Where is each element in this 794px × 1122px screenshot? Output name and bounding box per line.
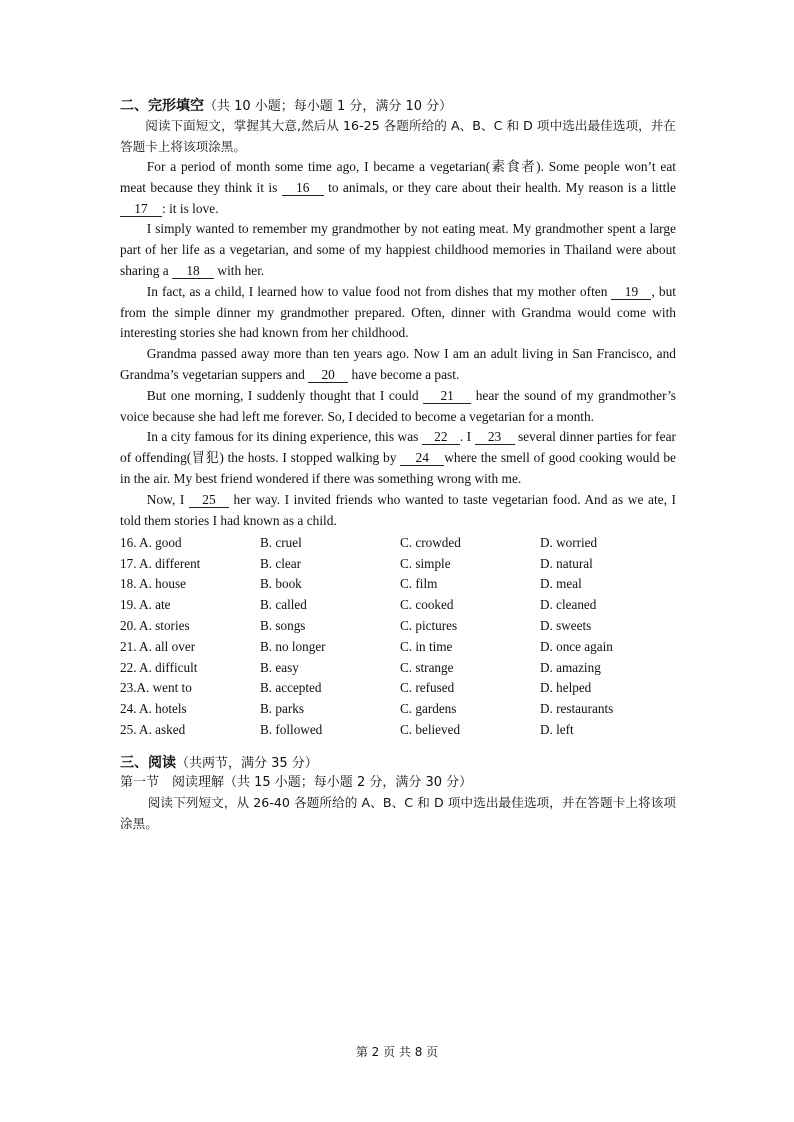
option-cell: D. meal	[540, 576, 582, 592]
section-3-part-1-heading: 第一节 阅读理解（共 15 小题；每小题 2 分，满分 30 分）	[120, 775, 473, 791]
blank-21: 21	[423, 388, 471, 404]
option-cell: B. called	[260, 597, 307, 613]
option-row-21	[120, 636, 676, 657]
option-cell: D. cleaned	[540, 597, 597, 613]
section-3-note: （共两节，满分 35 分）	[176, 756, 318, 772]
option-row-22	[120, 657, 676, 678]
option-cell: D. sweets	[540, 617, 592, 633]
option-cell: 21. A. all over	[120, 638, 196, 654]
section-2-heading	[120, 96, 676, 116]
option-cell: C. simple	[400, 555, 451, 571]
blank-22: 22	[422, 429, 460, 445]
option-cell: 18. A. house	[120, 576, 186, 592]
option-cell: 19. A. ate	[120, 597, 171, 613]
blank-16: 16	[282, 180, 324, 196]
passage-paragraph-2: I simply wanted to remember my grandmother by not eating meat. My grandmother spent a large part of her life as a vegetarian, and some of my happiest childhood memories in Thailand were about sharing a 18 with her.	[120, 221, 676, 278]
blank-20: 20	[308, 367, 348, 383]
option-cell: D. natural	[540, 555, 593, 571]
option-cell: C. crowded	[400, 534, 461, 550]
option-row-20	[120, 616, 676, 637]
option-cell: B. followed	[260, 721, 323, 737]
option-cell: 23.A. went to	[120, 680, 192, 696]
section-2-note: （共 10 小题；每小题 1 分，满分 10 分）	[204, 99, 453, 114]
option-cell: C. in time	[400, 638, 453, 654]
option-cell: C. gardens	[400, 701, 457, 717]
option-cell: C. strange	[400, 659, 454, 675]
page-number-footer: 第 2 页 共 8 页	[355, 1045, 439, 1059]
blank-19: 19	[611, 284, 651, 300]
blank-18: 18	[172, 263, 214, 279]
passage-paragraph-7: Now, I 25 her way. I invited friends who wanted to taste vegetarian food. And as we ate, I told them stories I had known as a child.	[120, 491, 677, 528]
option-cell: 24. A. hotels	[120, 701, 187, 717]
option-cell: 20. A. stories	[120, 617, 190, 633]
option-cell: D. left	[540, 721, 574, 737]
section-3-title: 三、阅读	[120, 755, 176, 772]
option-cell: C. pictures	[400, 617, 458, 633]
option-row-17	[120, 553, 676, 574]
option-cell: D. amazing	[540, 659, 601, 675]
option-cell: B. parks	[260, 701, 304, 717]
option-row-25	[120, 720, 676, 741]
option-cell: D. restaurants	[540, 701, 614, 717]
section-2-instruction: 阅读下面短文，掌握其大意,然后从 16-25 各题所给的 A、B、C 和 D 项中选出最佳选项，并在答题卡上将该项涂黑。	[120, 118, 676, 154]
passage-paragraph-1: For a period of month some time ago, I became a vegetarian(素食者). Some people won’t eat meat because they think it is 16 to animals, or they care about their health. My reason is a little 17 : it is love.	[120, 159, 677, 216]
blank-17: 17	[120, 201, 162, 217]
option-row-19	[120, 595, 676, 616]
option-cell: B. songs	[260, 617, 306, 633]
option-cell: B. easy	[260, 659, 299, 675]
passage-paragraph-4: Grandma passed away more than ten years ago. Now I am an adult living in San Francisco, and Grandma’s vegetarian suppers and 20 have become a past.	[120, 346, 676, 382]
passage-paragraph-6: In a city famous for its dining experience, this was 22 . I 23 several dinner parties for fear of offending(冒犯) the hosts. I stopped walking by 24 where the smell of good cooking would be in the air. My best friend wondered if there was something wrong with me.	[120, 429, 676, 486]
option-cell: B. accepted	[260, 680, 322, 696]
option-cell: B. book	[260, 576, 302, 592]
section-2-title: 二、完形填空	[120, 98, 204, 114]
option-cell: 17. A. different	[120, 555, 201, 571]
blank-23: 23	[475, 429, 515, 445]
option-row-18	[120, 574, 676, 595]
option-cell: D. once again	[540, 638, 613, 654]
option-row-23	[120, 678, 676, 699]
section-3-instruction: 阅读下列短文，从 26-40 各题所给的 A、B、C 和 D 项中选出最佳选项，并在答题卡上将该项涂黑。	[120, 795, 677, 831]
options-table	[120, 532, 676, 740]
blank-24: 24	[400, 450, 444, 466]
option-cell: B. clear	[260, 555, 302, 571]
option-row-16	[120, 532, 676, 553]
option-cell: B. no longer	[260, 638, 326, 654]
option-cell: 16. A. good	[120, 534, 182, 550]
section-3-heading	[120, 753, 676, 773]
option-cell: C. believed	[400, 721, 461, 737]
option-cell: 25. A. asked	[120, 721, 186, 737]
option-cell: D. helped	[540, 680, 592, 696]
page-content	[120, 96, 676, 834]
option-cell: B. cruel	[260, 534, 302, 550]
option-row-24	[120, 699, 676, 720]
option-cell: 22. A. difficult	[120, 659, 198, 675]
option-cell: D. worried	[540, 534, 598, 550]
option-cell: C. refused	[400, 680, 455, 696]
option-cell: C. film	[400, 576, 438, 592]
passage-paragraph-5: But one morning, I suddenly thought that I could 21 hear the sound of my grandmother’s voice because she had left me forever. So, I decided to become a vegetarian for a month.	[120, 387, 676, 424]
blank-25: 25	[189, 492, 229, 508]
passage-paragraph-3: In fact, as a child, I learned how to value food not from dishes that my mother often 19 , but from the simple dinner my grandmother prepared. Often, dinner with Grandma would come with interesting stories she had known from her childhood.	[120, 283, 676, 341]
option-cell: C. cooked	[400, 597, 454, 613]
